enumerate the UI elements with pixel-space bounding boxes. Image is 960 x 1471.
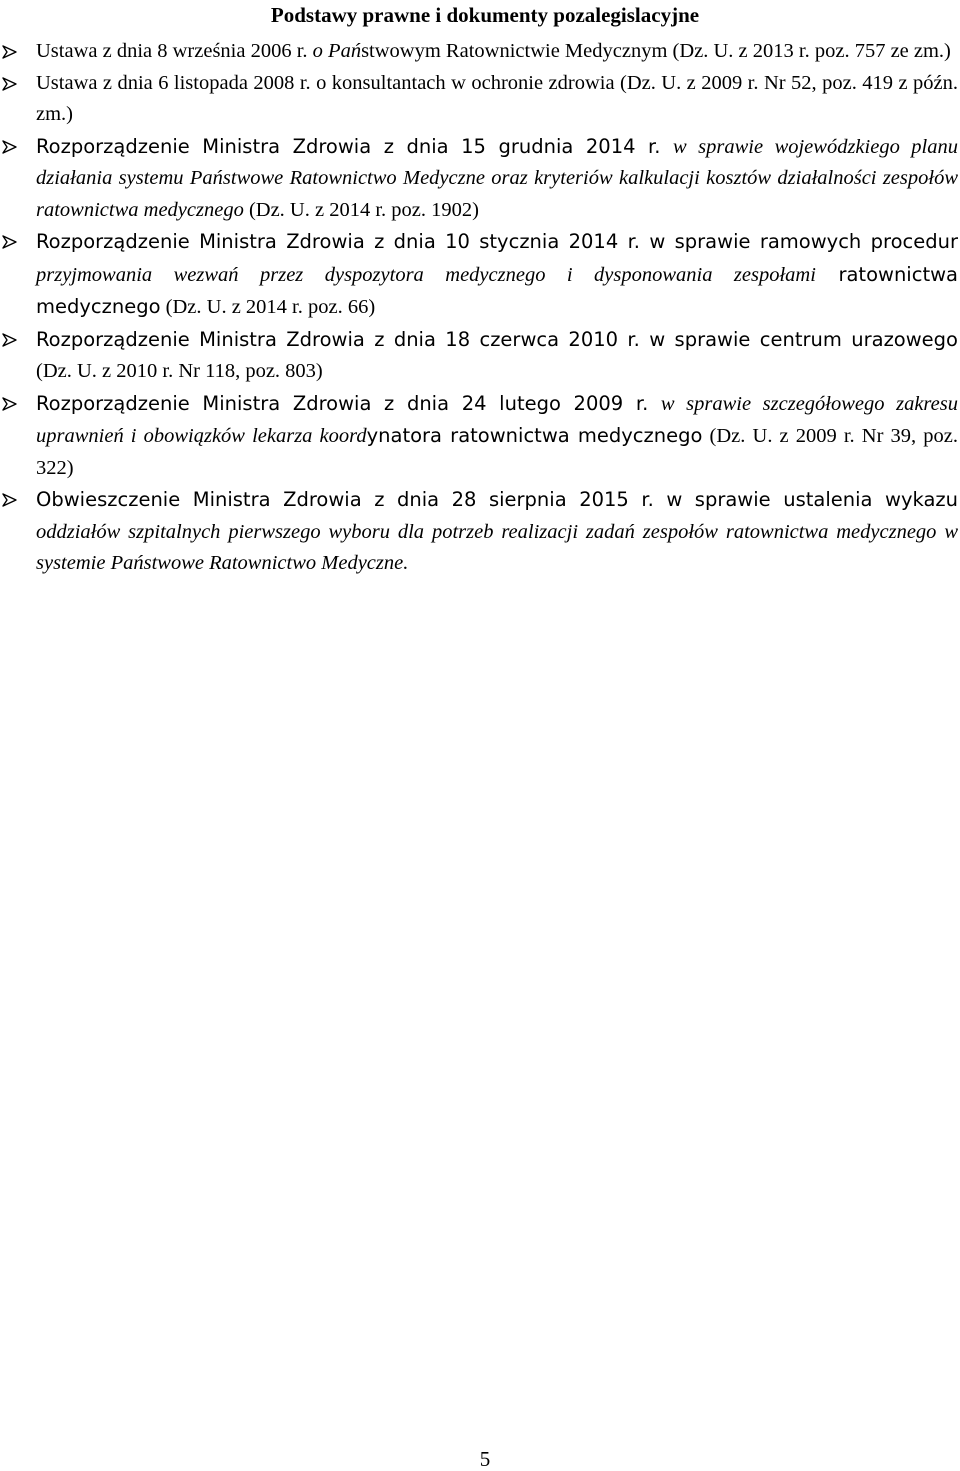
item-text-italic: przyjmowania wezwań przez dyspozytora medycznego i dysponowania zespołami	[36, 263, 816, 286]
arrow-bullet-icon	[2, 131, 20, 163]
item-text: stwowym Ratownictwie Medycznym (Dz. U. z 2013 r. poz. 757 ze zm.)	[361, 40, 951, 62]
page-title: Podstawy prawne i dokumenty pozalegislacyjne	[270, 3, 700, 27]
item-text: Ustawa z dnia 6 listopada 2008 r. o konsultantach w ochronie zdrowia (Dz. U. z 2009 r. Nr 52, poz. 419 z późn. zm.)	[36, 71, 958, 125]
item-text: Ustawa z dnia 8 września 2006 r.	[36, 40, 313, 62]
item-text: ratownictwa medycznego	[36, 262, 958, 318]
item-lead: Rozporządzenie Ministra Zdrowia z dnia 15 grudnia 2014 r.	[36, 134, 674, 158]
item-citation: (Dz. U. z 2010 r. Nr 118, poz. 803)	[36, 360, 323, 382]
item-citation: (Dz. U. z 2014 r. poz. 1902)	[243, 198, 479, 221]
list-item	[0, 36, 960, 68]
item-citation: (Dz. U. z 2009 r. Nr 39, poz. 322)	[36, 425, 958, 479]
legal-basis-list	[0, 36, 960, 580]
list-item	[0, 324, 960, 388]
item-text-italic: w sprawie wojewódzkiego planu działania systemu Państwowe Ratownictwo Medyczne oraz kryteriów kalkulacji kosztów działalności zespołów ratownictwa medycznego	[36, 135, 958, 221]
item-text: w sprawie ramowych procedur	[649, 230, 958, 253]
item-lead: Obwieszczenie Ministra Zdrowia z dnia 28 sierpnia 2015 r. w sprawie ustalenia wykazu	[36, 488, 958, 511]
arrow-bullet-icon	[2, 388, 20, 420]
list-item	[0, 131, 960, 227]
page-number: 5	[479, 1447, 491, 1471]
item-text-italic: w sprawie szczegółowego zakresu uprawnień i obowiązków lekarza koord	[36, 392, 958, 447]
arrow-bullet-icon	[2, 484, 20, 516]
item-lead: Rozporządzenie Ministra Zdrowia z dnia 18 czerwca 2010 r. w sprawie centrum urazowego	[36, 327, 958, 351]
item-text-italic: o Pań	[312, 40, 362, 62]
arrow-bullet-icon	[2, 324, 20, 356]
arrow-bullet-icon	[2, 68, 20, 100]
item-lead: Rozporządzenie Ministra Zdrowia z dnia 10 stycznia 2014 r.	[36, 230, 650, 253]
item-text: ynatora ratownictwa medycznego	[366, 424, 703, 447]
item-text-italic: oddziałów szpitalnych pierwszego wyboru dla potrzeb realizacji zadań zespołów ratownictwa medycznego w systemie Państwowe Ratownictwo Medyczne.	[36, 520, 958, 574]
arrow-bullet-icon	[2, 226, 20, 258]
list-item	[0, 484, 960, 580]
list-item	[0, 388, 960, 485]
item-citation: (Dz. U. z 2014 r. poz. 66)	[160, 296, 376, 318]
list-item	[0, 68, 960, 131]
arrow-bullet-icon	[2, 36, 20, 68]
list-item	[0, 226, 960, 324]
item-lead: Rozporządzenie Ministra Zdrowia z dnia 24 lutego 2009 r.	[36, 391, 661, 415]
